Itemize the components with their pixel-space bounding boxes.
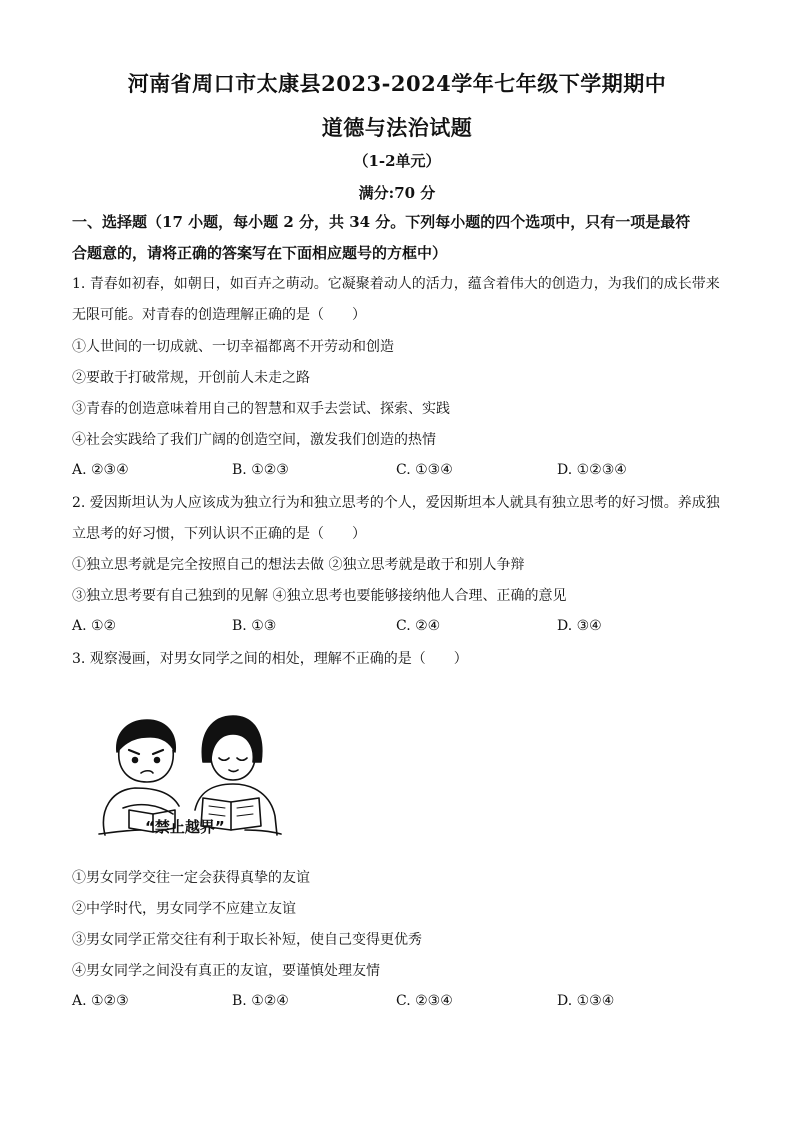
question-1-item-2: ②要敢于打破常规，开创前人未走之路 bbox=[72, 370, 310, 386]
question-1-item-3: ③青春的创造意味着用自己的智慧和双手去尝试、探索、实践 bbox=[72, 401, 450, 417]
boy-mouth bbox=[141, 771, 153, 773]
question-2-stem-cont: 立思考的好习惯，下列认识不正确的是（ ） bbox=[72, 526, 366, 542]
desk-line-left bbox=[99, 830, 141, 834]
question-1-stem: 1. 青春如初春，如朝日，如百卉之萌动。它凝聚着动人的活力，蕴含着伟大的创造力，为我们的成长带来 bbox=[72, 276, 720, 292]
option-b[interactable]: B. ①②③ bbox=[232, 462, 289, 478]
exam-total-score: 满分:70 分 bbox=[358, 184, 436, 202]
option-c[interactable]: C. ②③④ bbox=[396, 993, 453, 1009]
question-1-item-1: ①人世间的一切成就、一切幸福都离不开劳动和创造 bbox=[72, 339, 394, 355]
question-2-items-row-1: ①独立思考就是完全按照自己的想法去做 ②独立思考就是敢于和别人争辩 bbox=[72, 557, 525, 573]
option-b[interactable]: B. ①②④ bbox=[232, 993, 289, 1009]
section-heading: 一、选择题（17 小题，每小题 2 分，共 34 分。下列每小题的四个选项中，只有一项是最符 合题意的，请将正确的答案写在下面相应题号的方框中） bbox=[72, 213, 691, 262]
question-1-stem-cont: 无限可能。对青春的创造理解正确的是（ ） bbox=[72, 307, 366, 323]
question-1-options bbox=[72, 462, 732, 482]
question-3-stem: 3. 观察漫画，对男女同学之间的相处，理解不正确的是（ ） bbox=[72, 651, 468, 667]
question-3-item-1: ①男女同学交往一定会获得真挚的友谊 bbox=[72, 870, 310, 886]
cartoon-illustration bbox=[95, 710, 285, 840]
option-d[interactable]: D. ③④ bbox=[557, 618, 602, 634]
question-2-stem: 2. 爱因斯坦认为人应该成为独立行为和独立思考的个人，爱因斯坦本人就具有独立思考的好习惯。养成独 bbox=[72, 495, 720, 511]
girl-eye-left bbox=[219, 758, 229, 760]
question-3-item-2: ②中学时代，男女同学不应建立友谊 bbox=[72, 901, 296, 917]
exam-scope: （1-2单元） bbox=[353, 152, 441, 170]
girl-eye-right bbox=[237, 758, 247, 760]
question-3-item-4: ④男女同学之间没有真正的友谊，要谨慎处理友情 bbox=[72, 963, 380, 979]
boy-brow-left bbox=[129, 750, 139, 754]
boy-hair bbox=[117, 720, 175, 752]
option-c[interactable]: C. ②④ bbox=[396, 618, 441, 634]
desk-line-right bbox=[245, 830, 281, 834]
question-3-options bbox=[72, 993, 732, 1013]
boy-face bbox=[119, 750, 174, 782]
option-a[interactable]: A. ①② bbox=[72, 618, 117, 634]
question-3-item-3: ③男女同学正常交往有利于取长补短，使自己变得更优秀 bbox=[72, 932, 422, 948]
question-2-items-row-2: ③独立思考要有自己独到的见解 ④独立思考也要能够接纳他人合理、正确的意见 bbox=[72, 588, 567, 604]
exam-subject: 道德与法治试题 bbox=[321, 115, 473, 140]
option-b[interactable]: B. ①③ bbox=[232, 618, 277, 634]
option-d[interactable]: D. ①③④ bbox=[557, 993, 615, 1009]
option-a[interactable]: A. ②③④ bbox=[72, 462, 129, 478]
question-2-options bbox=[72, 618, 732, 638]
option-c[interactable]: C. ①③④ bbox=[396, 462, 453, 478]
option-d[interactable]: D. ①②③④ bbox=[557, 462, 627, 478]
boy-eye-right bbox=[155, 758, 160, 763]
option-a[interactable]: A. ①②③ bbox=[72, 993, 129, 1009]
question-1-item-4: ④社会实践给了我们广阔的创造空间，激发我们创造的热情 bbox=[72, 432, 436, 448]
boy-eye-left bbox=[133, 758, 138, 763]
exam-title: 河南省周口市太康县2023-2024学年七年级下学期期中 bbox=[127, 71, 667, 96]
cartoon-caption: “禁止越界” bbox=[145, 818, 225, 836]
boy-brow-right bbox=[153, 750, 163, 754]
girl-face bbox=[211, 750, 256, 780]
girl-mouth bbox=[229, 770, 238, 772]
